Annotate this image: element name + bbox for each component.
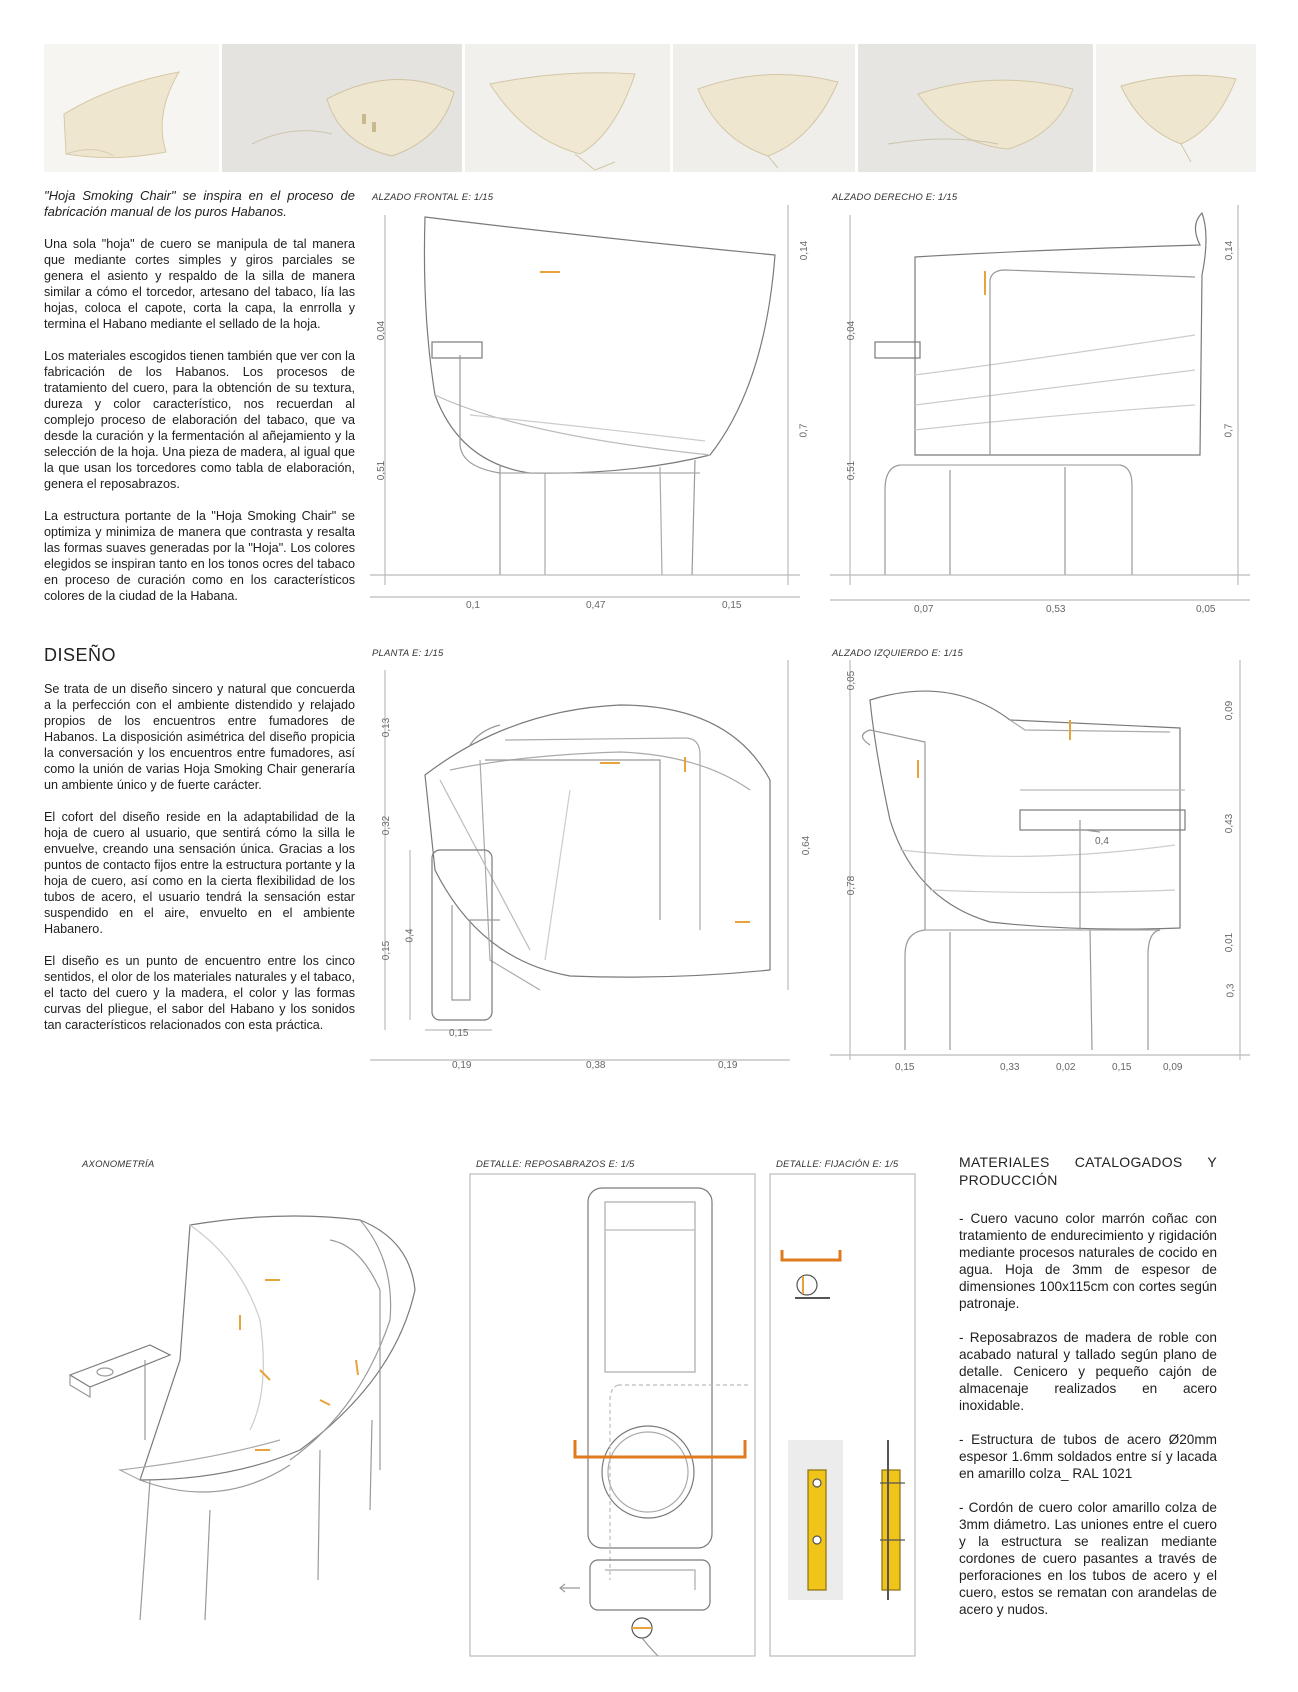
- planta-dim-inner: 0,15: [449, 1028, 469, 1039]
- fijacion-label: DETALLE: FIJACIÓN E: 1/5: [776, 1159, 899, 1170]
- planta-dim-right-1: 0,64: [801, 835, 813, 856]
- diseno-paragraph-1: Se trata de un diseño sincero y natural que concuerda a la perfección con el ambiente distendido y relajado propios de los encuentros entre fumadores de Habanos. La disposición asimétrica del diseño propicia la conversación y los encuentros entre fumadores, así como la unión de varias Hoja Smoking Chair generaría un ambiente único y de fuerte carácter.: [44, 682, 355, 792]
- right-elevation-drawing: [830, 205, 1260, 615]
- axonometric-drawing: [60, 1180, 440, 1640]
- paper-model-photo-3: [465, 44, 670, 172]
- planta-dim-h-2: 0,38: [586, 1060, 606, 1071]
- frontal-dim-h-1: 0,1: [466, 600, 480, 611]
- frontal-dim-right-1: 0,14: [799, 240, 811, 261]
- materiales-item-3: - Estructura de tubos de acero Ø20mm espesor 1.6mm soldados entre sí y lacada en amarillo colza_ RAL 1021: [959, 1432, 1217, 1481]
- paper-model-photo-1: [44, 44, 219, 172]
- frontal-label: ALZADO FRONTAL E: 1/15: [372, 192, 494, 203]
- izquierdo-dim-h-1: 0,15: [895, 1062, 915, 1073]
- armrest-detail-drawing: [470, 1170, 760, 1660]
- diseno-heading: DISEÑO: [44, 645, 117, 665]
- fixing-detail-drawing: [770, 1170, 920, 1660]
- planta-dim-left-inner: 0,4: [404, 928, 416, 943]
- materiales-title: MATERIALES CATALOGADOS Y PRODUCCIÓN: [959, 1154, 1217, 1188]
- izquierdo-dim-h-4: 0,15: [1112, 1062, 1132, 1073]
- axonometria-label: AXONOMETRÍA: [82, 1159, 155, 1170]
- frontal-dim-left-1: 0,04: [376, 320, 388, 341]
- intro-headline: "Hoja Smoking Chair" se inspira en el proceso de fabricación manual de los puros Habanos.: [44, 188, 355, 219]
- materiales-item-1: - Cuero vacuno color marrón coñac con tratamiento de endurecimiento y rigidación mediante procesos naturales de cocido en agua. Hoja de 3mm de espesor de dimensiones 100x115cm con cortes según patronaje.: [959, 1211, 1217, 1311]
- materiales-list: [959, 1210, 1217, 1635]
- derecho-dim-left-2: 0,51: [846, 460, 858, 481]
- paper-model-photo-6: [1096, 44, 1256, 172]
- frontal-elevation-drawing: [370, 205, 810, 615]
- materiales-item-4: - Cordón de cuero color amarillo colza de 3mm diámetro. Las uniones entre el cuero y la estructura se realizan mediante cordones de cuero pasantes a través de perforaciones en los tubos de acero y el cuero, estos se rematan con arandelas de acero y nudos.: [959, 1500, 1217, 1617]
- frontal-dim-left-2: 0,51: [376, 460, 388, 481]
- paper-model-photo-4: [673, 44, 855, 172]
- planta-dim-left-1: 0,13: [381, 717, 393, 738]
- frontal-dim-h-3: 0,15: [722, 600, 742, 611]
- diseno-paragraph-2: El cofort del diseño reside en la adaptabilidad de la hoja de cuero al usuario, que sentirá cómo la silla le envuelve, creando una sensación única. Gracias a los puntos de contacto fijos entre la estructura portante y la hoja de cuero, así como en la cierta flexibilidad de los tubos de acero, el usuario tendrá la sensación estar suspendido en el aire, envuelto en el ambiente Habanero.: [44, 810, 355, 936]
- intro-text: [44, 188, 355, 620]
- derecho-dim-h-1: 0,07: [914, 604, 934, 615]
- frontal-dim-h-2: 0,47: [586, 600, 606, 611]
- planta-label: PLANTA E: 1/15: [372, 648, 444, 659]
- derecho-dim-h-3: 0,05: [1196, 604, 1216, 615]
- diseno-text: [44, 681, 355, 1049]
- paper-model-photo-5: [858, 44, 1093, 172]
- derecho-dim-right-2: 0,7: [1223, 423, 1235, 438]
- izquierdo-dim-right-3: 0,01: [1224, 932, 1236, 953]
- paper-model-photo-2: [222, 44, 462, 172]
- izquierdo-dim-left-2: 0,78: [846, 875, 858, 896]
- reposabrazos-label: DETALLE: REPOSABRAZOS E: 1/5: [476, 1159, 635, 1170]
- izquierdo-dim-right-2: 0,43: [1224, 813, 1236, 834]
- frontal-dim-right-2: 0,7: [798, 423, 810, 438]
- intro-paragraph-3: La estructura portante de la "Hoja Smoking Chair" se optimiza y minimiza de manera que contrasta y resalta las formas suaves generadas por la "Hoja". Los colores elegidos se inspiran tanto en los tonos ocres del tabaco en proceso de curación como en los característicos colores de la ciudad de la Habana.: [44, 509, 355, 603]
- planta-dim-left-3: 0,15: [381, 940, 393, 961]
- planta-dim-h-3: 0,19: [718, 1060, 738, 1071]
- intro-paragraph-1: Una sola "hoja" de cuero se manipula de tal manera que mediante cortes simples y giros parciales se genera el asiento y respaldo de la silla de manera similar a cómo el torcedor, artesano del tabaco, lía las hojas, coloca el capote, corta la capa, la enrrolla y termina el Habano mediante el sellado de la hoja.: [44, 237, 355, 331]
- planta-dim-left-2: 0,32: [381, 815, 393, 836]
- izquierdo-dim-right-1: 0,09: [1224, 700, 1236, 721]
- left-elevation-drawing: [830, 660, 1260, 1080]
- izquierdo-dim-h-3: 0,02: [1056, 1062, 1076, 1073]
- materiales-item-2: - Reposabrazos de madera de roble con acabado natural y tallado según plano de detalle. Cenicero y pequeño cajón de almacenaje realizados en acero inoxidable.: [959, 1330, 1217, 1413]
- plan-view-drawing: [370, 660, 813, 1080]
- izquierdo-label: ALZADO IZQUIERDO E: 1/15: [832, 648, 963, 659]
- planta-dim-h-1: 0,19: [452, 1060, 472, 1071]
- izquierdo-dim-h-5: 0,09: [1163, 1062, 1183, 1073]
- diseno-paragraph-3: El diseño es un punto de encuentro entre los cinco sentidos, el olor de los materiales naturales y el tabaco, el tacto del cuero y la madera, el color y las formas curvas del pliegue, el sabor del Habano y los sonidos tan característicos relacionados con esta práctica.: [44, 954, 355, 1032]
- intro-paragraph-2: Los materiales escogidos tienen también que ver con la fabricación de los Habanos. Los procesos de tratamiento del cuero, para la obtención de su textura, dureza y color característico, nos recuerdan al complejo proceso de elaboración del tabaco, que va desde la curación y la fermentación al añejamiento y la selección de la hoja. Una pieza de madera, al igual que la que usan los torcedores como tabla de elaboración, genera el reposabrazos.: [44, 349, 355, 491]
- derecho-dim-right-1: 0,14: [1224, 240, 1236, 261]
- derecho-dim-left-1: 0,04: [846, 320, 858, 341]
- derecho-dim-h-2: 0,53: [1046, 604, 1066, 615]
- derecho-label: ALZADO DERECHO E: 1/15: [832, 192, 958, 203]
- izquierdo-dim-left-1: 0,05: [846, 670, 858, 691]
- izquierdo-dim-h-2: 0,33: [1000, 1062, 1020, 1073]
- izquierdo-dim-right-4: 0,3: [1225, 983, 1237, 998]
- izquierdo-dim-inner: 0,4: [1095, 836, 1109, 847]
